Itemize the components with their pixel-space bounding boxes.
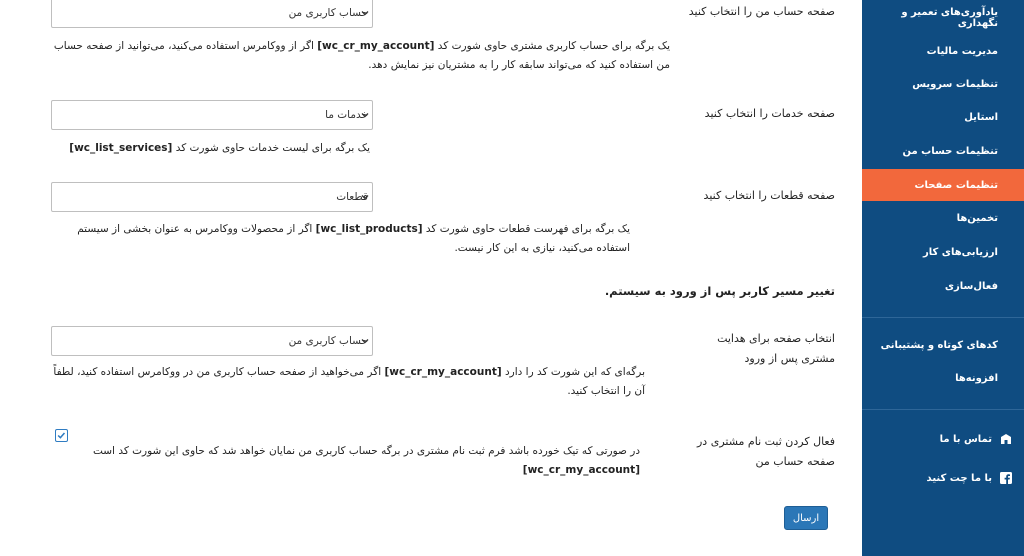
redirect-page-description: برگه‌ای که این شورت کد را دارد [wc_cr_my_account] اگر می‌خواهید از صفحه حساب کاربری من در ووکامرس استفاده کنید، لطفاً آن را انتخاب کنید.: [53, 366, 645, 397]
shortcode: [wc_cr_my_account]: [522, 464, 640, 476]
sidebar-item-style[interactable]: [862, 101, 1024, 133]
shortcode: [wc_cr_my_account]: [317, 40, 435, 52]
sidebar-item-label: تخمین‌ها: [956, 212, 998, 224]
register-label: فعال کردن ثبت نام مشتری در صفحه حساب من: [697, 435, 835, 468]
sidebar-item-addons[interactable]: [862, 362, 1024, 394]
sidebar-divider: [862, 317, 1024, 318]
chevron-down-icon: [360, 336, 370, 346]
sidebar-item-activation[interactable]: [862, 270, 1024, 302]
sidebar-item-label: کدهای کوتاه و پشتیبانی: [880, 339, 998, 351]
sidebar-item-estimates[interactable]: [862, 202, 1024, 234]
products-page-description: یک برگه برای فهرست قطعات حاوی شورت کد [wc_list_products] اگر از محصولات ووکامرس به عنوان بخشی از سیستم استفاده می‌کنید، نیازی به این کار نیست.: [77, 223, 630, 254]
shortcode: [wc_cr_my_account]: [384, 366, 502, 378]
sidebar-item-label: مدیریت مالیات: [926, 45, 998, 57]
sidebar-divider: [862, 409, 1024, 410]
chevron-down-icon: [360, 110, 370, 120]
redirect-page-select[interactable]: [51, 326, 373, 356]
chevron-down-icon: [360, 192, 370, 202]
services-page-label: صفحه خدمات را انتخاب کنید: [704, 107, 835, 120]
my-account-page-label: صفحه حساب من را انتخاب کنید: [688, 5, 835, 18]
redirect-page-value: حساب کاربری من: [288, 335, 368, 347]
chevron-down-icon: [360, 8, 370, 18]
register-description: در صورتی که تیک خورده باشد فرم ثبت نام مشتری در برگه حساب کاربری من نمایان خواهد شد که حاوی این شورت کد است [wc_cr_my_account]: [92, 445, 640, 476]
register-checkbox[interactable]: [55, 429, 68, 442]
sidebar-item-label: تنظیمات صفحات: [914, 179, 998, 191]
sidebar-item-label: افزونه‌ها: [955, 372, 998, 384]
sidebar-item-label: یادآوری‌های تعمیر و نگهداری: [901, 7, 998, 29]
products-page-value: قطعات: [336, 191, 368, 203]
sidebar-item-shortcodes-support[interactable]: [862, 329, 1024, 361]
my-account-page-value: حساب کاربری من: [288, 7, 368, 19]
sidebar-item-label: تنظیمات سرویس: [912, 78, 998, 90]
redirect-page-label: انتخاب صفحه برای هدایت مشتری پس از ورود: [717, 332, 835, 365]
sidebar-item-service-settings[interactable]: [862, 68, 1024, 100]
building-icon: [1000, 433, 1012, 445]
services-page-select[interactable]: [51, 100, 373, 130]
sidebar-item-label: با ما چت کنید: [926, 472, 992, 484]
sidebar-item-job-reviews[interactable]: [862, 236, 1024, 268]
sidebar-item-label: فعال‌سازی: [944, 280, 998, 292]
services-page-value: خدمات ما: [325, 109, 368, 121]
redirect-section-title: تغییر مسیر کاربر پس از ورود به سیستم.: [604, 284, 835, 298]
sidebar-item-my-account-settings[interactable]: [862, 135, 1024, 167]
my-account-page-description: یک برگه برای حساب کاربری مشتری حاوی شورت کد [wc_cr_my_account] اگر از ووکامرس استفاده می‌کنید، می‌توانید از صفحه حساب من استفاده کنید که می‌تواند سابقه کار را به مشتریان نیز نمایش دهد.: [53, 40, 670, 71]
facebook-icon: [1000, 472, 1012, 484]
sidebar-item-tax-management[interactable]: [862, 35, 1024, 67]
sidebar-item-label: تنظیمات حساب من: [902, 145, 998, 157]
sidebar-item-label: ارزیابی‌های کار: [923, 246, 998, 258]
sidebar: [862, 0, 1024, 556]
my-account-page-select[interactable]: [51, 0, 373, 28]
sidebar-item-contact-us[interactable]: [862, 423, 1024, 455]
sidebar-item-label: تماس با ما: [939, 433, 992, 445]
shortcode: [wc_list_products]: [315, 223, 423, 235]
products-page-select[interactable]: [51, 182, 373, 212]
checkmark-icon: [56, 430, 67, 441]
sidebar-item-page-settings[interactable]: [862, 169, 1024, 201]
services-page-description: یک برگه برای لیست خدمات حاوی شورت کد [wc_list_services]: [69, 142, 370, 154]
submit-button[interactable]: ارسال: [784, 506, 828, 530]
sidebar-item-label: استایل: [964, 111, 998, 123]
sidebar-item-maintenance-reminders[interactable]: [862, 2, 1024, 34]
sidebar-item-chat-with-us[interactable]: [862, 462, 1024, 494]
products-page-label: صفحه قطعات را انتخاب کنید: [703, 189, 835, 202]
shortcode: [wc_list_services]: [69, 142, 173, 154]
